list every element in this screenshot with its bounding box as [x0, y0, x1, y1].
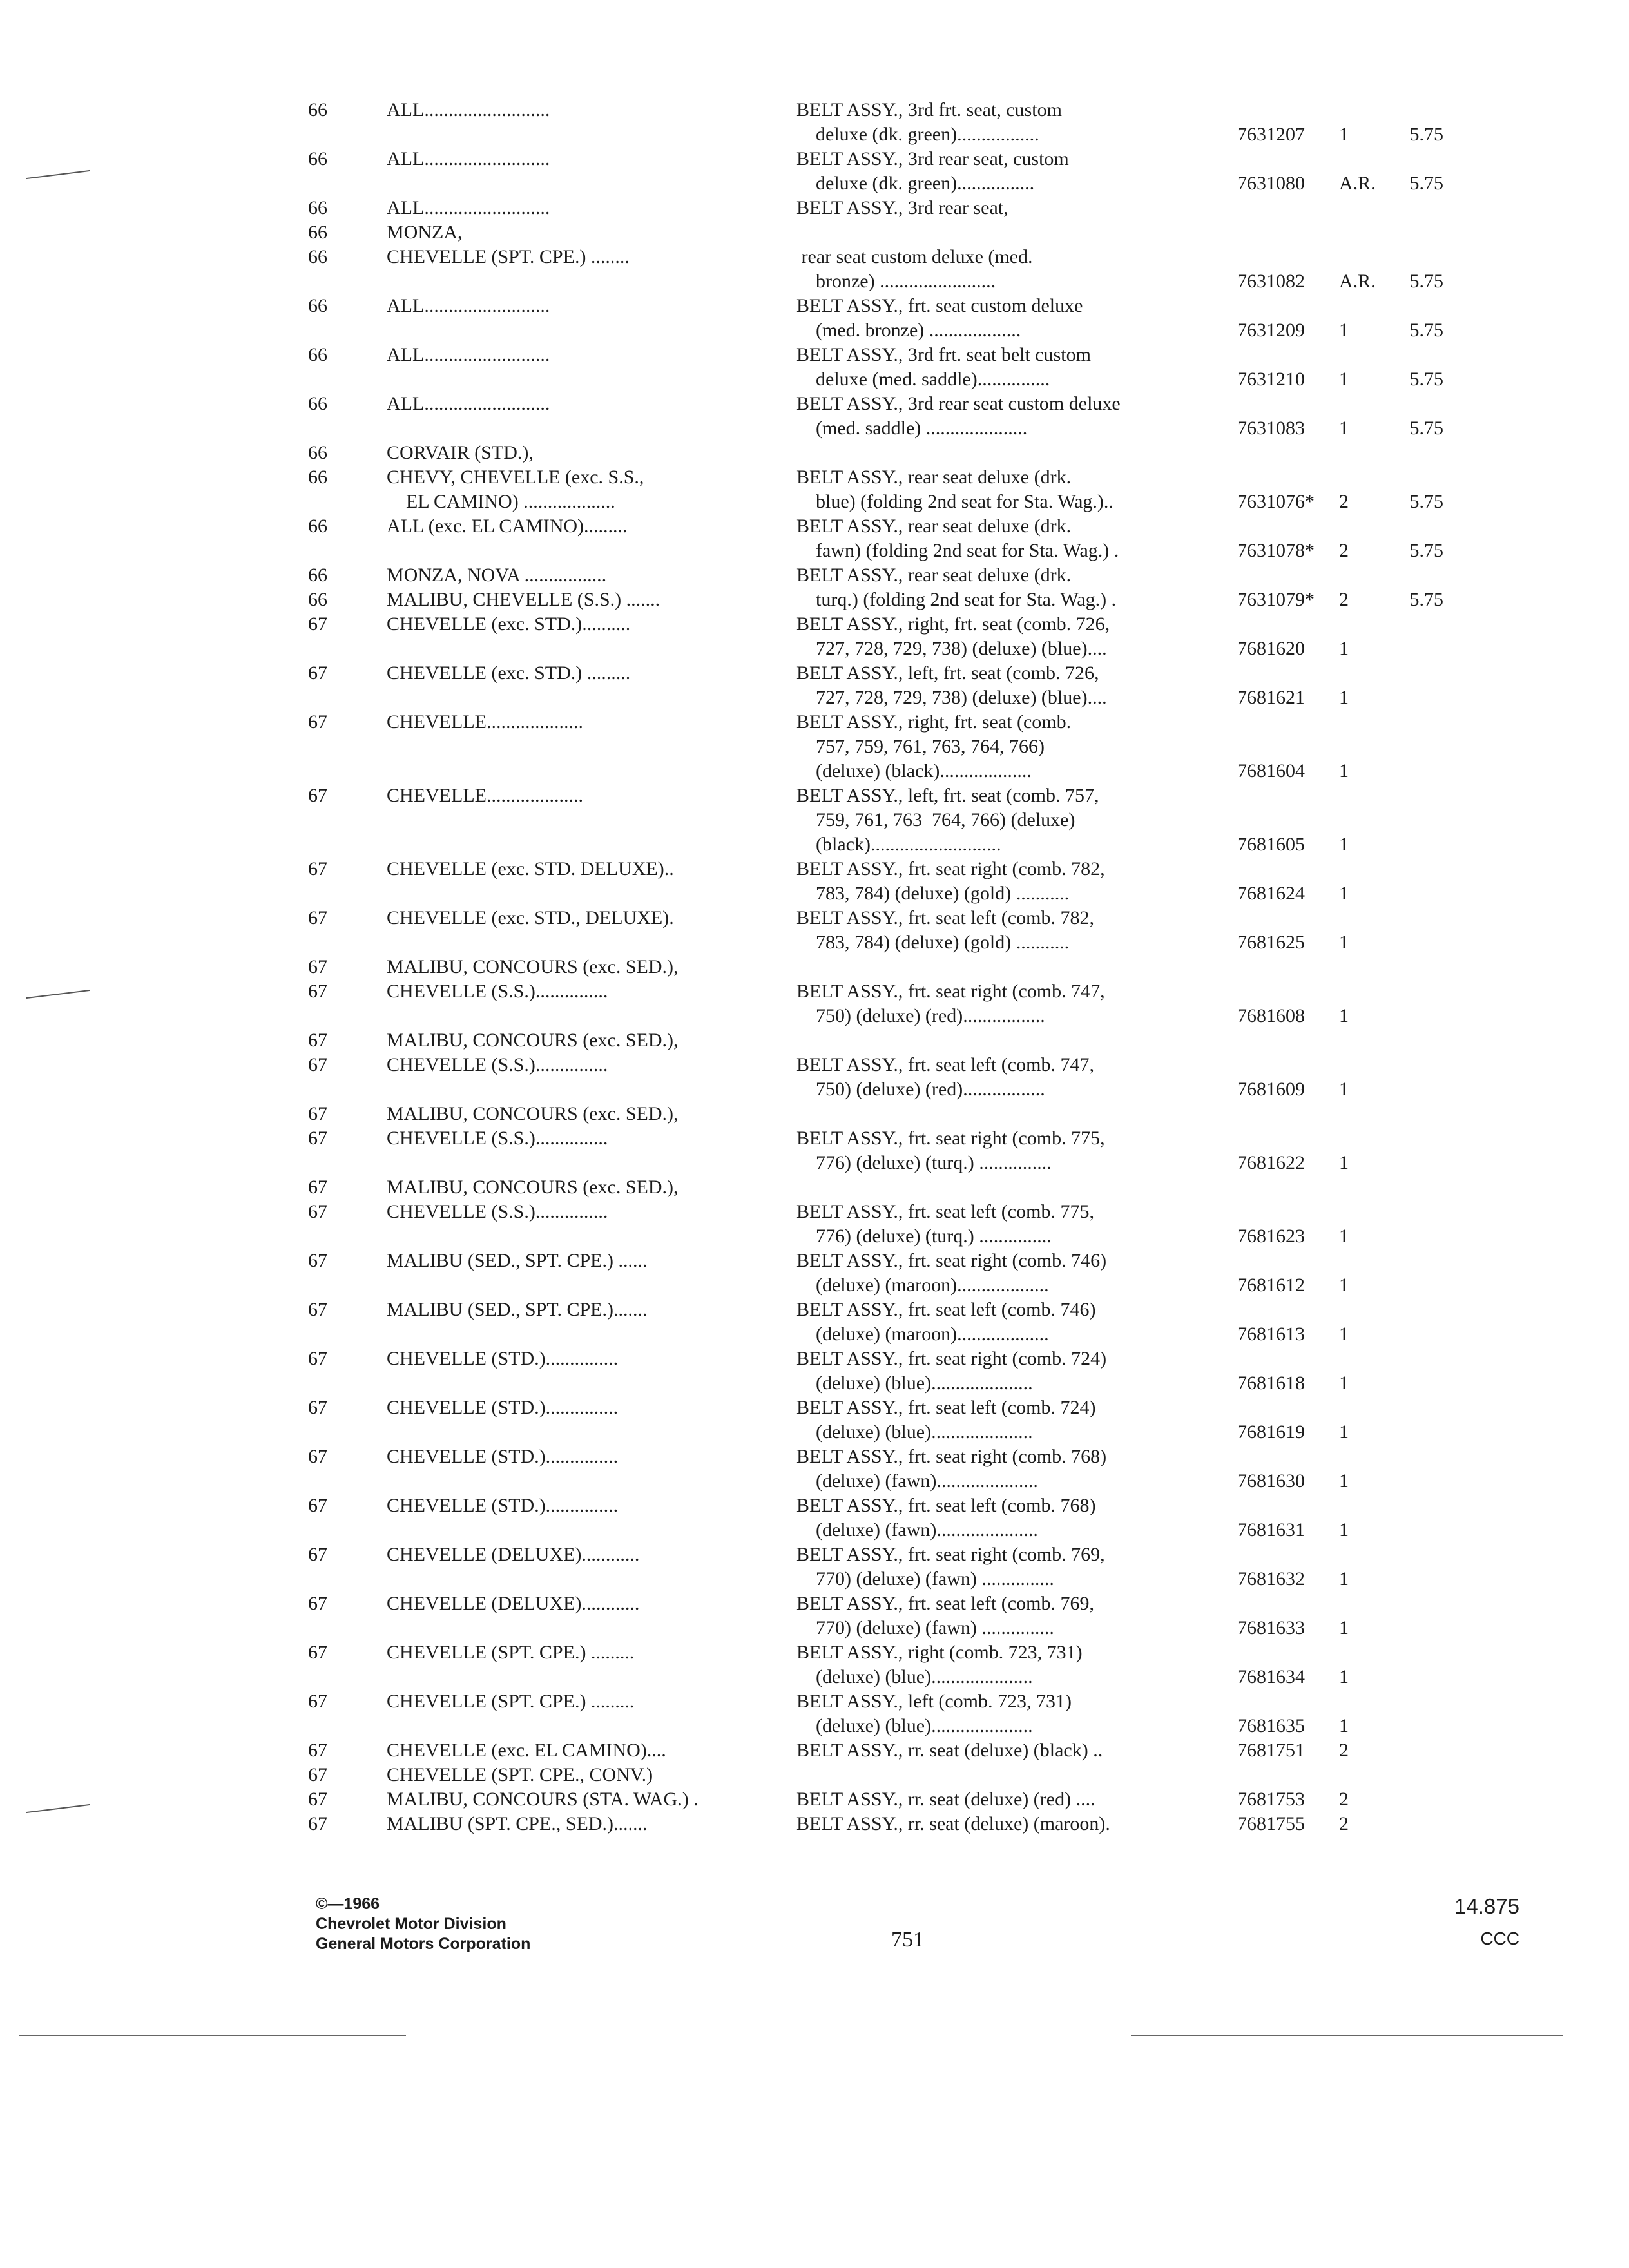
table-row — [0, 196, 1629, 220]
part-number-cell: 7681634 — [1237, 1666, 1305, 1687]
part-number-cell: 7631082 — [1237, 271, 1305, 292]
model-line: ALL.......................... — [387, 99, 550, 120]
quantity-cell: 1 — [1339, 1617, 1349, 1639]
year-cell: 67 — [308, 1740, 327, 1761]
page-number: 751 — [891, 1928, 924, 1952]
part-number-cell: 7681625 — [1237, 932, 1305, 953]
description-line: 776) (deluxe) (turq.) ............... — [796, 1152, 1052, 1173]
model-line: CHEVELLE (exc. EL CAMINO).... — [387, 1740, 666, 1761]
description-line: BELT ASSY., rear seat deluxe (drk. — [796, 515, 1072, 537]
description-line: BELT ASSY., frt. seat left (comb. 747, — [796, 1054, 1094, 1075]
part-number-cell: 7681623 — [1237, 1225, 1305, 1247]
part-number-cell: 7681635 — [1237, 1715, 1305, 1736]
model-line: CHEVELLE (DELUXE)............ — [387, 1593, 640, 1614]
part-number-cell: 7681605 — [1237, 834, 1305, 855]
table-row — [0, 710, 1629, 783]
description-line: 783, 784) (deluxe) (gold) ........... — [796, 883, 1070, 904]
section-code-number: 14.875 — [1454, 1894, 1519, 1918]
price-cell: 5.75 — [1409, 491, 1443, 512]
table-row — [0, 392, 1629, 441]
quantity-cell: 1 — [1339, 1519, 1349, 1541]
year-cell: 67 — [308, 1250, 327, 1271]
description-line: turq.) (folding 2nd seat for Sta. Wag.) . — [796, 589, 1117, 610]
model-line: MALIBU, CONCOURS (exc. SED.), — [387, 956, 679, 977]
part-number-cell: 7681613 — [1237, 1323, 1305, 1345]
quantity-cell: 1 — [1339, 320, 1349, 341]
model-line: MONZA, NOVA ................. — [387, 564, 607, 586]
year-cell: 67 — [308, 1789, 327, 1810]
quantity-cell: 1 — [1339, 638, 1349, 659]
description-line: BELT ASSY., frt. seat right (comb. 746) — [796, 1250, 1107, 1271]
description-line: BELT ASSY., frt. seat right (comb. 724) — [796, 1348, 1107, 1369]
table-row — [0, 906, 1629, 955]
table-row — [0, 1640, 1629, 1689]
quantity-cell: 2 — [1339, 1789, 1349, 1810]
description-line: BELT ASSY., rr. seat (deluxe) (red) .... — [796, 1789, 1095, 1810]
quantity-cell: 1 — [1339, 1323, 1349, 1345]
table-row — [0, 1347, 1629, 1396]
model-line: CHEVELLE (STD.)............... — [387, 1495, 619, 1516]
description-line: 750) (deluxe) (red)................. — [796, 1079, 1045, 1100]
price-cell: 5.75 — [1409, 320, 1443, 341]
model-line: CHEVY, CHEVELLE (exc. S.S., — [387, 466, 644, 488]
quantity-cell: 1 — [1339, 1470, 1349, 1492]
description-line: BELT ASSY., frt. seat right (comb. 782, — [796, 858, 1105, 879]
description-line: BELT ASSY., frt. seat right (comb. 747, — [796, 981, 1105, 1002]
table-row — [0, 783, 1629, 857]
year-cell: 67 — [308, 711, 327, 733]
section-code-suffix: CCC — [1480, 1928, 1519, 1948]
year-cell: 67 — [308, 1495, 327, 1516]
description-line: BELT ASSY., frt. seat right (comb. 769, — [796, 1544, 1105, 1565]
part-number-cell: 7681632 — [1237, 1568, 1305, 1590]
year-cell: 67 — [308, 1299, 327, 1320]
model-line: ALL.......................... — [387, 344, 550, 365]
description-line: BELT ASSY., rr. seat (deluxe) (black) .. — [796, 1740, 1103, 1761]
quantity-cell: 1 — [1339, 1715, 1349, 1736]
table-row — [0, 343, 1629, 392]
year-cell: 66 — [308, 515, 327, 537]
model-line: CHEVELLE (DELUXE)............ — [387, 1544, 640, 1565]
year-cell: 66 — [308, 466, 327, 488]
description-line: BELT ASSY., frt. seat custom deluxe — [796, 295, 1083, 316]
model-line: ALL (exc. EL CAMINO)......... — [387, 515, 628, 537]
model-line: ALL.......................... — [387, 393, 550, 414]
year-cell: 67 — [308, 1054, 327, 1075]
table-row — [0, 1126, 1629, 1175]
table-row — [0, 514, 1629, 563]
quantity-cell: 2 — [1339, 1740, 1349, 1761]
table-row — [0, 1249, 1629, 1298]
year-cell: 67 — [308, 1593, 327, 1614]
model-line: MALIBU, CONCOURS (STA. WAG.) . — [387, 1789, 699, 1810]
part-number-cell: 7681609 — [1237, 1079, 1305, 1100]
description-line: BELT ASSY., left, frt. seat (comb. 726, — [796, 662, 1099, 684]
table-row — [0, 979, 1629, 1028]
year-cell: 67 — [308, 613, 327, 635]
model-line: ALL.......................... — [387, 295, 550, 316]
description-line: BELT ASSY., right (comb. 723, 731) — [796, 1642, 1083, 1663]
table-row — [0, 1763, 1629, 1787]
year-cell: 67 — [308, 981, 327, 1002]
part-number-cell: 7681618 — [1237, 1372, 1305, 1394]
description-line: (deluxe) (fawn)..................... — [796, 1470, 1038, 1492]
year-cell: 67 — [308, 1177, 327, 1198]
quantity-cell: 2 — [1339, 540, 1349, 561]
model-line: MALIBU, CONCOURS (exc. SED.), — [387, 1177, 679, 1198]
table-row — [0, 1102, 1629, 1126]
quantity-cell: 1 — [1339, 1079, 1349, 1100]
description-line: BELT ASSY., frt. seat right (comb. 768) — [796, 1446, 1107, 1467]
description-line: (black)........................... — [796, 834, 1001, 855]
description-line: fawn) (folding 2nd seat for Sta. Wag.) . — [796, 540, 1119, 561]
part-number-cell: 7681604 — [1237, 760, 1305, 782]
model-line: CHEVELLE (SPT. CPE.) ......... — [387, 1642, 635, 1663]
price-cell: 5.75 — [1409, 369, 1443, 390]
part-number-cell: 7681608 — [1237, 1005, 1305, 1026]
description-line: 783, 784) (deluxe) (gold) ........... — [796, 932, 1070, 953]
price-cell: 5.75 — [1409, 589, 1443, 610]
description-line: 776) (deluxe) (turq.) ............... — [796, 1225, 1052, 1247]
year-cell: 66 — [308, 246, 327, 267]
model-line: MONZA, — [387, 222, 463, 243]
quantity-cell: 1 — [1339, 834, 1349, 855]
year-cell: 67 — [308, 1691, 327, 1712]
table-row — [0, 245, 1629, 294]
price-cell: 5.75 — [1409, 173, 1443, 194]
model-line: CHEVELLE (exc. STD.) ......... — [387, 662, 631, 684]
table-row — [0, 1738, 1629, 1763]
table-row — [0, 441, 1629, 465]
table-row — [0, 465, 1629, 514]
model-line: CHEVELLE (STD.)............... — [387, 1397, 619, 1418]
part-number-cell: 7681624 — [1237, 883, 1305, 904]
year-cell: 67 — [308, 1103, 327, 1124]
description-line: bronze) ........................ — [796, 271, 996, 292]
table-row — [0, 1396, 1629, 1445]
quantity-cell: 2 — [1339, 589, 1349, 610]
part-number-cell: 7681633 — [1237, 1617, 1305, 1639]
year-cell: 66 — [308, 442, 327, 463]
description-line: BELT ASSY., frt. seat left (comb. 775, — [796, 1201, 1094, 1222]
price-cell: 5.75 — [1409, 271, 1443, 292]
part-number-cell: 7681753 — [1237, 1789, 1305, 1810]
table-row — [0, 1542, 1629, 1591]
part-number-cell: 7631080 — [1237, 173, 1305, 194]
model-line: CHEVELLE (SPT. CPE.) ........ — [387, 246, 630, 267]
bottom-rule-left — [19, 2035, 406, 2036]
part-number-cell: 7631083 — [1237, 418, 1305, 439]
year-cell: 67 — [308, 1348, 327, 1369]
quantity-cell: 1 — [1339, 1421, 1349, 1443]
model-line: EL CAMINO) ................... — [387, 491, 615, 512]
model-line: CORVAIR (STD.), — [387, 442, 534, 463]
quantity-cell: 2 — [1339, 491, 1349, 512]
model-line: CHEVELLE (exc. STD., DELUXE). — [387, 907, 674, 928]
table-row — [0, 1787, 1629, 1812]
year-cell: 66 — [308, 295, 327, 316]
copyright-block — [316, 1894, 530, 1954]
description-line: (med. saddle) ..................... — [796, 418, 1028, 439]
table-row — [0, 147, 1629, 196]
quantity-cell: 1 — [1339, 1666, 1349, 1687]
part-number-cell: 7631207 — [1237, 124, 1305, 145]
part-number-cell: 7681622 — [1237, 1152, 1305, 1173]
year-cell: 67 — [308, 907, 327, 928]
description-line: 770) (deluxe) (fawn) ............... — [796, 1568, 1054, 1590]
year-cell: 67 — [308, 785, 327, 806]
description-line: BELT ASSY., 3rd rear seat custom deluxe — [796, 393, 1121, 414]
table-row — [0, 1053, 1629, 1102]
model-line: MALIBU, CHEVELLE (S.S.) ....... — [387, 589, 660, 610]
table-row — [0, 588, 1629, 612]
year-cell: 67 — [308, 1397, 327, 1418]
quantity-cell: 1 — [1339, 1005, 1349, 1026]
model-line: CHEVELLE (STD.)............... — [387, 1446, 619, 1467]
table-row — [0, 1812, 1629, 1836]
description-line: (deluxe) (maroon)................... — [796, 1323, 1049, 1345]
year-cell: 67 — [308, 1813, 327, 1834]
part-number-cell: 7631209 — [1237, 320, 1305, 341]
part-number-cell: 7681619 — [1237, 1421, 1305, 1443]
description-line: (deluxe) (maroon)................... — [796, 1274, 1049, 1296]
model-line: CHEVELLE (SPT. CPE.) ......... — [387, 1691, 635, 1712]
quantity-cell: 1 — [1339, 1274, 1349, 1296]
model-line: CHEVELLE.................... — [387, 711, 583, 733]
description-line: (deluxe) (black)................... — [796, 760, 1032, 782]
table-row — [0, 220, 1629, 245]
year-cell: 66 — [308, 99, 327, 120]
table-row — [0, 955, 1629, 979]
description-line: BELT ASSY., frt. seat left (comb. 769, — [796, 1593, 1094, 1614]
description-line: 759, 761, 763 764, 766) (deluxe) — [796, 809, 1075, 831]
quantity-cell: 1 — [1339, 1372, 1349, 1394]
part-number-cell: 7681751 — [1237, 1740, 1305, 1761]
table-row — [0, 661, 1629, 710]
model-line: CHEVELLE (exc. STD. DELUXE).. — [387, 858, 674, 879]
model-line: CHEVELLE (S.S.)............... — [387, 1201, 608, 1222]
quantity-cell: 1 — [1339, 1152, 1349, 1173]
year-cell: 67 — [308, 1128, 327, 1149]
model-line: ALL.......................... — [387, 197, 550, 218]
description-line: BELT ASSY., 3rd rear seat, — [796, 197, 1008, 218]
price-cell: 5.75 — [1409, 124, 1443, 145]
quantity-cell: 1 — [1339, 418, 1349, 439]
price-cell: 5.75 — [1409, 540, 1443, 561]
description-line: BELT ASSY., rear seat deluxe (drk. — [796, 564, 1072, 586]
model-line: MALIBU (SPT. CPE., SED.)....... — [387, 1813, 648, 1834]
quantity-cell: A.R. — [1339, 173, 1376, 194]
description-line: deluxe (dk. green)................. — [796, 124, 1039, 145]
part-number-cell: 7681620 — [1237, 638, 1305, 659]
year-cell: 66 — [308, 589, 327, 610]
copyright-division: Chevrolet Motor Division — [316, 1915, 506, 1933]
quantity-cell: 1 — [1339, 932, 1349, 953]
description-line: BELT ASSY., left, frt. seat (comb. 757, — [796, 785, 1099, 806]
year-cell: 66 — [308, 564, 327, 586]
description-line: rear seat custom deluxe (med. — [796, 246, 1033, 267]
quantity-cell: 1 — [1339, 124, 1349, 145]
description-line: 750) (deluxe) (red)................. — [796, 1005, 1045, 1026]
year-cell: 66 — [308, 148, 327, 169]
part-number-cell: 7681630 — [1237, 1470, 1305, 1492]
part-number-cell: 7631078* — [1237, 540, 1315, 561]
table-row — [0, 1689, 1629, 1738]
model-line: CHEVELLE (SPT. CPE., CONV.) — [387, 1764, 653, 1785]
description-line: 727, 728, 729, 738) (deluxe) (blue).... — [796, 638, 1107, 659]
quantity-cell: 2 — [1339, 1813, 1349, 1834]
description-line: BELT ASSY., frt. seat left (comb. 768) — [796, 1495, 1096, 1516]
description-line: BELT ASSY., frt. seat left (comb. 782, — [796, 907, 1094, 928]
year-cell: 66 — [308, 393, 327, 414]
description-line: (deluxe) (blue)..................... — [796, 1666, 1033, 1687]
description-line: (deluxe) (blue)..................... — [796, 1421, 1033, 1443]
table-row — [0, 612, 1629, 661]
description-line: (deluxe) (blue)..................... — [796, 1715, 1033, 1736]
table-row — [0, 1028, 1629, 1053]
year-cell: 66 — [308, 344, 327, 365]
model-line: MALIBU, CONCOURS (exc. SED.), — [387, 1103, 679, 1124]
model-line: CHEVELLE (S.S.)............... — [387, 1054, 608, 1075]
part-number-cell: 7681755 — [1237, 1813, 1305, 1834]
description-line: (med. bronze) ................... — [796, 320, 1021, 341]
description-line: BELT ASSY., right, frt. seat (comb. 726, — [796, 613, 1110, 635]
description-line: 727, 728, 729, 738) (deluxe) (blue).... — [796, 687, 1107, 708]
price-cell: 5.75 — [1409, 418, 1443, 439]
copyright-corporation: General Motors Corporation — [316, 1935, 531, 1953]
year-cell: 66 — [308, 197, 327, 218]
part-number-cell: 7681631 — [1237, 1519, 1305, 1541]
model-line: ALL.......................... — [387, 148, 550, 169]
year-cell: 67 — [308, 858, 327, 879]
description-line: blue) (folding 2nd seat for Sta. Wag.).. — [796, 491, 1113, 512]
model-line: CHEVELLE.................... — [387, 785, 583, 806]
description-line: (deluxe) (fawn)..................... — [796, 1519, 1038, 1541]
description-line: BELT ASSY., frt. seat left (comb. 724) — [796, 1397, 1096, 1418]
model-line: CHEVELLE (S.S.)............... — [387, 1128, 608, 1149]
part-number-cell: 7681612 — [1237, 1274, 1305, 1296]
description-line: BELT ASSY., 3rd rear seat, custom — [796, 148, 1069, 169]
year-cell: 67 — [308, 956, 327, 977]
quantity-cell: 1 — [1339, 883, 1349, 904]
description-line: deluxe (med. saddle)............... — [796, 369, 1050, 390]
table-row — [0, 1494, 1629, 1542]
year-cell: 67 — [308, 1030, 327, 1051]
quantity-cell: 1 — [1339, 1568, 1349, 1590]
model-line: MALIBU (SED., SPT. CPE.)....... — [387, 1299, 648, 1320]
description-line: (deluxe) (blue)..................... — [796, 1372, 1033, 1394]
description-line: BELT ASSY., rear seat deluxe (drk. — [796, 466, 1072, 488]
model-line: CHEVELLE (STD.)............... — [387, 1348, 619, 1369]
year-cell: 67 — [308, 662, 327, 684]
table-row — [0, 294, 1629, 343]
model-line: MALIBU, CONCOURS (exc. SED.), — [387, 1030, 679, 1051]
table-row — [0, 1175, 1629, 1200]
year-cell: 67 — [308, 1201, 327, 1222]
year-cell: 67 — [308, 1642, 327, 1663]
quantity-cell: 1 — [1339, 760, 1349, 782]
year-cell: 67 — [308, 1544, 327, 1565]
quantity-cell: 1 — [1339, 687, 1349, 708]
description-line: 770) (deluxe) (fawn) ............... — [796, 1617, 1054, 1639]
table-row — [0, 1591, 1629, 1640]
part-number-cell: 7631079* — [1237, 589, 1315, 610]
table-row — [0, 857, 1629, 906]
table-row — [0, 1298, 1629, 1347]
quantity-cell: 1 — [1339, 369, 1349, 390]
model-line: CHEVELLE (S.S.)............... — [387, 981, 608, 1002]
year-cell: 66 — [308, 222, 327, 243]
table-row — [0, 98, 1629, 147]
description-line: BELT ASSY., 3rd frt. seat belt custom — [796, 344, 1091, 365]
bottom-rule-right — [1131, 2035, 1563, 2036]
description-line: BELT ASSY., frt. seat left (comb. 746) — [796, 1299, 1096, 1320]
description-line: 757, 759, 761, 763, 764, 766) — [796, 736, 1045, 757]
table-row — [0, 563, 1629, 588]
table-row — [0, 1445, 1629, 1494]
copyright-year: ©—1966 — [316, 1895, 380, 1913]
year-cell: 67 — [308, 1446, 327, 1467]
model-line: CHEVELLE (exc. STD.).......... — [387, 613, 631, 635]
description-line: BELT ASSY., left (comb. 723, 731) — [796, 1691, 1072, 1712]
description-line: BELT ASSY., 3rd frt. seat, custom — [796, 99, 1062, 120]
description-line: BELT ASSY., right, frt. seat (comb. — [796, 711, 1072, 733]
quantity-cell: 1 — [1339, 1225, 1349, 1247]
model-line: MALIBU (SED., SPT. CPE.) ...... — [387, 1250, 648, 1271]
part-number-cell: 7681621 — [1237, 687, 1305, 708]
table-row — [0, 1200, 1629, 1249]
description-line: deluxe (dk. green)................ — [796, 173, 1035, 194]
quantity-cell: A.R. — [1339, 271, 1376, 292]
description-line: BELT ASSY., rr. seat (deluxe) (maroon). — [796, 1813, 1110, 1834]
part-number-cell: 7631210 — [1237, 369, 1305, 390]
part-number-cell: 7631076* — [1237, 491, 1315, 512]
description-line: BELT ASSY., frt. seat right (comb. 775, — [796, 1128, 1105, 1149]
year-cell: 67 — [308, 1764, 327, 1785]
section-code — [1454, 1890, 1519, 1955]
